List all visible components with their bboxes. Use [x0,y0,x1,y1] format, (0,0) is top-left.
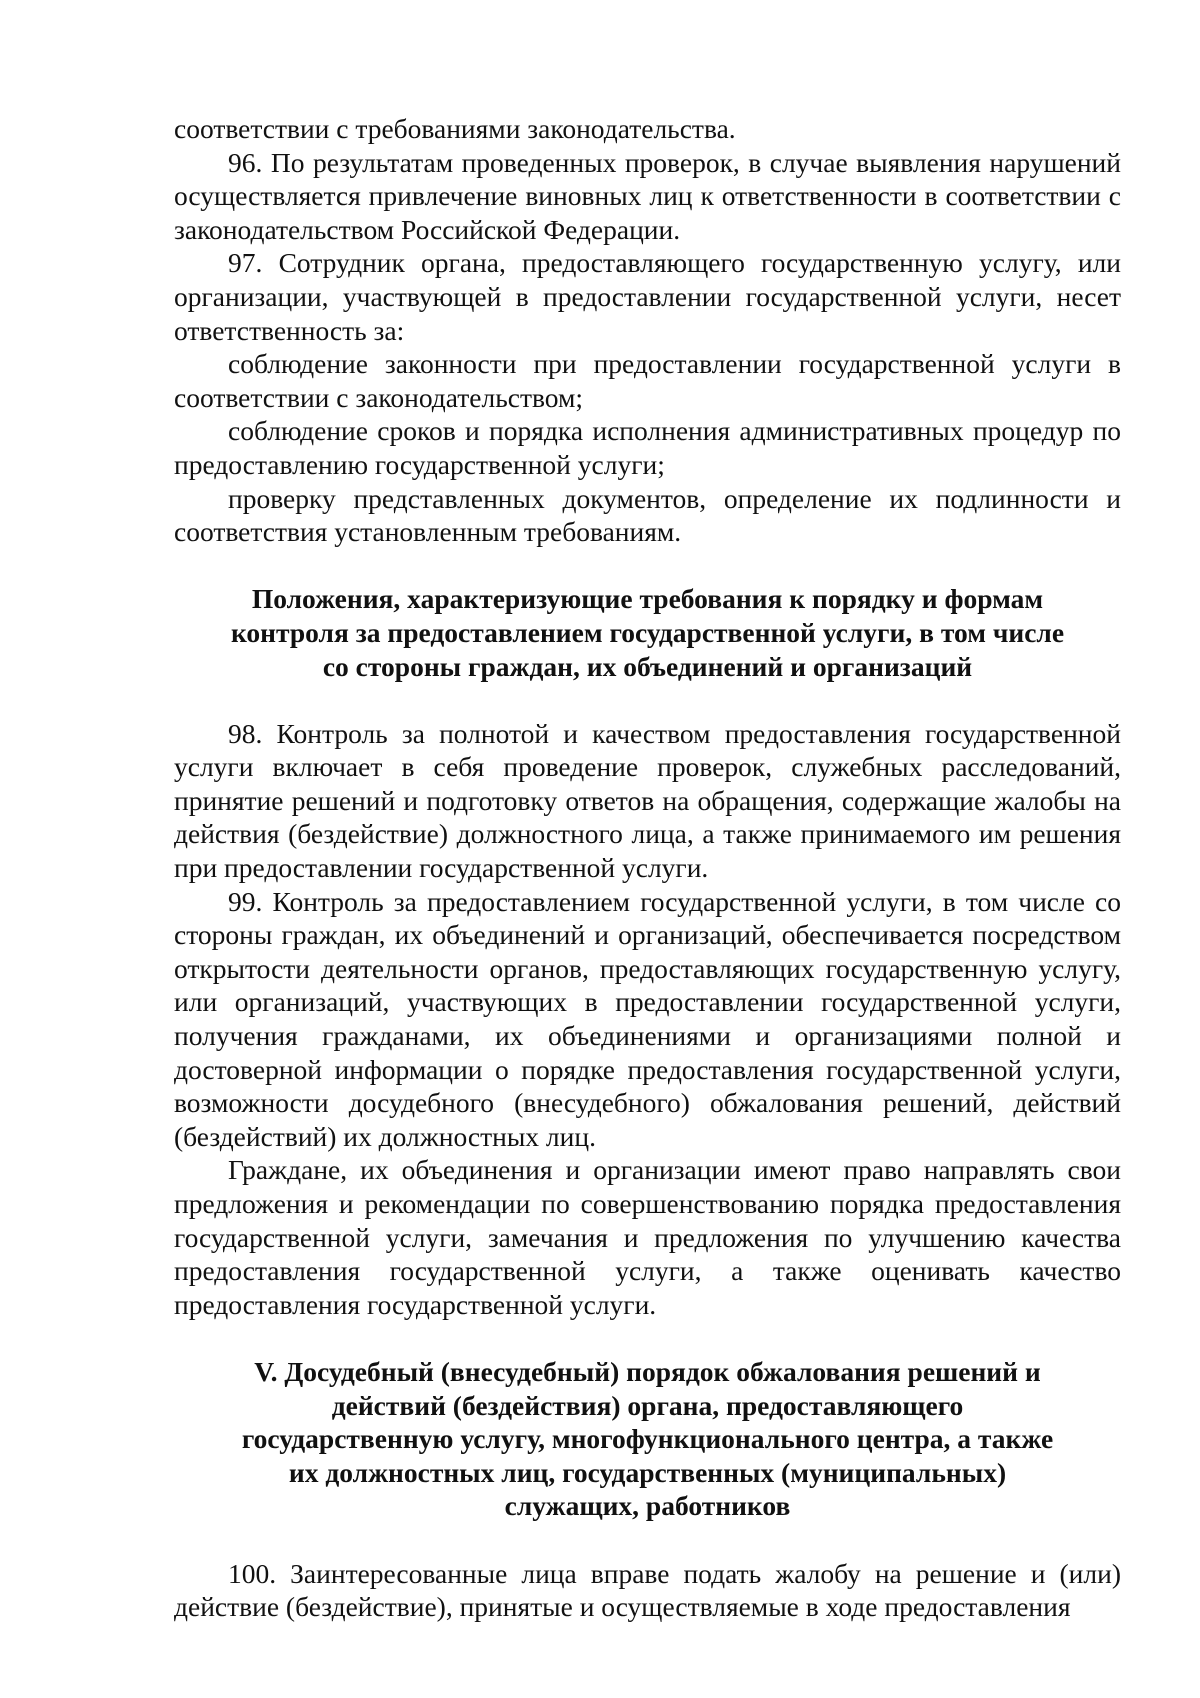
paragraph-100: 100. Заинтересованные лица вправе подать жалобу на решение и (или) действие (бездействие), принятые и осуществляемые в ходе предоставления [174,1557,1121,1623]
section-heading-control: Положения, характеризующие требования к порядку и формам контроля за предоставлением государственной услуги, в том числе со стороны граждан, их объединений и организаций [230,583,1065,682]
section-heading-appeal: V. Досудебный (внесудебный) порядок обжалования решений и действий (бездействия) органа, предоставляющего государственную услугу, многофункционального центра, а также их должностных лиц, государственных (муниципальных) служащих, работников [241,1355,1054,1522]
paragraph-97: 97. Сотрудник органа, предоставляющего государственную услугу, или организации, участвующей в предоставлении государственной услуги, несет ответственность за: [174,247,1121,346]
paragraph-98: 98. Контроль за полнотой и качеством предоставления государственной услуги включает в себя проведение проверок, служебных расследований, принятие решений и подготовку ответов на обращения, содержащие жалобы на действия (бездействие) должностного лица, а также принимаемого им решения при предоставлении государственной услуги. [174,717,1121,884]
section-spacer [174,1523,1121,1557]
section-spacer [174,549,1121,583]
paragraph-citizens-rights: Граждане, их объединения и организации имеют право направлять свои предложения и рекомендации по совершенствованию порядка предоставления государственной услуги, замечания и предложения по улучшению качества предоставления государственной услуги, а также оценивать качество предоставления государственной услуги. [174,1154,1121,1320]
section-spacer [174,683,1121,717]
document-body [174,112,1121,1624]
paragraph-96: 96. По результатам проведенных проверок, в случае выявления нарушений осуществляется привлечение виновных лиц к ответственности в соответствии с законодательством Российской Федерации. [174,146,1121,245]
paragraph-97-item-deadlines: соблюдение сроков и порядка исполнения административных процедур по предоставлению государственной услуги; [174,415,1121,480]
paragraph-continuation: соответствии с требованиями законодательства. [174,113,736,144]
paragraph-97-item-legality: соблюдение законности при предоставлении государственной услуги в соответствии с законодательством; [174,348,1121,413]
section-spacer [174,1321,1121,1355]
paragraph-99: 99. Контроль за предоставлением государственной услуги, в том числе со стороны граждан, их объединений и организаций, обеспечивается посредством открытости деятельности органов, предоставляющих государственную услугу, или организаций, участвующих в предоставлении государственной услуги, получения гражданами, их объединениями и организациями полной и достоверной информации о порядке предоставления государственной услуги, возможности досудебного (внесудебного) обжалования решений, действий (бездействий) их должностных лиц. [174,885,1121,1152]
paragraph-97-item-document-check: проверку представленных документов, определение их подлинности и соответствия установленным требованиям. [174,482,1121,548]
